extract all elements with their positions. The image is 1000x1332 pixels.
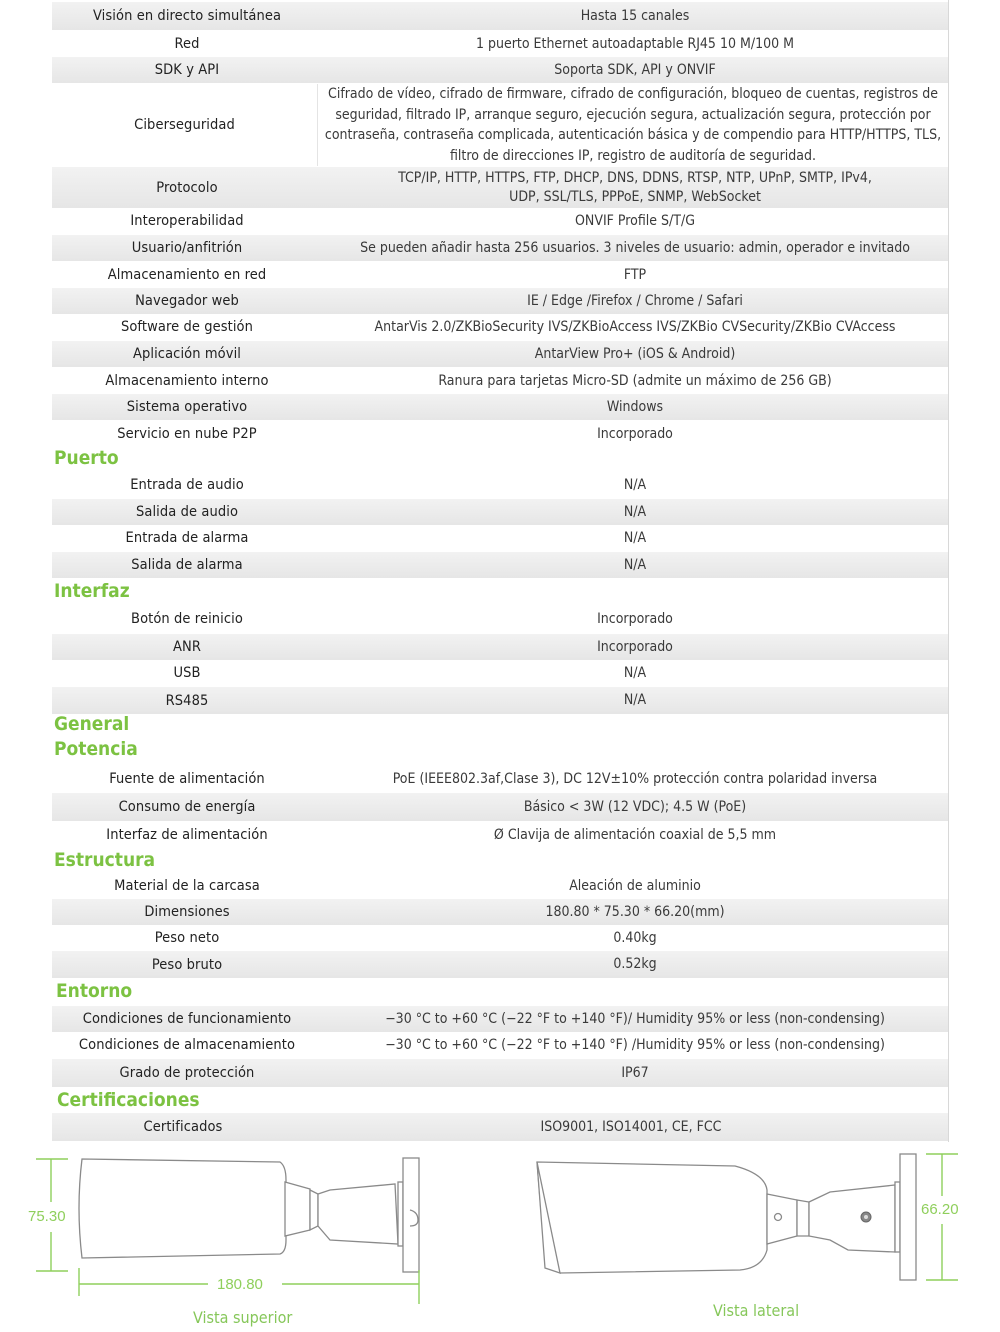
- side-view-camera-drawing: [537, 1154, 916, 1280]
- section-heading-estructura: Estructura: [54, 849, 156, 871]
- row-value: Aleación de aluminio: [569, 877, 701, 894]
- row-value: 0.40kg: [613, 929, 657, 946]
- row-value: Se pueden añadir hasta 256 usuarios. 3 niveles de usuario: admin, operador e invitado: [360, 239, 910, 256]
- row-value: N/A: [623, 529, 647, 546]
- row-value: ISO9001, ISO14001, CE, FCC: [540, 1118, 722, 1135]
- table-row: [52, 1032, 948, 1058]
- row-label: Consumo de energía: [118, 799, 256, 815]
- row-label: RS485: [165, 692, 209, 709]
- table-row: [52, 208, 948, 234]
- table-row: [52, 499, 948, 525]
- row-value: −30 °C to +60 °C (−22 °F to +140 °F) /Humidity 95% or less (non-condensing): [385, 1036, 885, 1053]
- table-row: [52, 873, 948, 899]
- table-row: [52, 167, 948, 208]
- table-row: [52, 84, 948, 166]
- top-view-length-label: 180.80: [217, 1276, 263, 1293]
- section-heading-certificaciones: Certificaciones: [57, 1089, 200, 1111]
- row-label: SDK y API: [154, 62, 220, 78]
- table-border: [948, 0, 949, 1142]
- table-row: [52, 821, 948, 849]
- row-value: Ø Clavija de alimentación coaxial de 5,5 mm: [493, 826, 777, 843]
- top-view-caption: Vista superior: [193, 1308, 293, 1327]
- table-row: [52, 394, 948, 420]
- table-row: [52, 235, 948, 261]
- row-value: Soporta SDK, API y ONVIF: [554, 61, 716, 78]
- table-row: [52, 341, 948, 367]
- table-row: [52, 472, 948, 498]
- row-value: N/A: [623, 476, 647, 493]
- row-label: Botón de reinicio: [131, 611, 243, 627]
- row-label: Entrada de alarma: [125, 530, 249, 546]
- section-heading-entorno: Entorno: [56, 980, 133, 1002]
- row-value: AntarView Pro+ (iOS & Android): [534, 345, 736, 362]
- row-value: Cifrado de vídeo, cifrado de firmware, cifrado de configuración, bloqueo de cuentas, registros de seguridad, filtrado IP, arranque seguro, ejecución segura, actualización segura, protección por contraseña, contraseña complicada, autenticación básica y de compendio para HTTP/HTTPS, TLS, filtro de direcciones IP, registro de auditoría de seguridad.: [317, 84, 948, 166]
- row-value: Ranura para tarjetas Micro-SD (admite un máximo de 256 GB): [438, 372, 832, 389]
- top-view-height-label: 75.30: [28, 1208, 66, 1225]
- table-row: [52, 421, 948, 447]
- row-label: Aplicación móvil: [132, 346, 242, 362]
- table-row: [52, 31, 948, 57]
- table-row: [52, 1113, 948, 1141]
- row-label: Ciberseguridad: [134, 117, 235, 133]
- row-label: Certificados: [143, 1119, 223, 1135]
- row-label: Red: [174, 36, 200, 52]
- row-value: ONVIF Profile S/T/G: [575, 212, 695, 229]
- row-value: IP67: [621, 1064, 649, 1081]
- side-view-height-label: 66.20: [921, 1201, 959, 1218]
- row-value: Hasta 15 canales: [580, 7, 690, 24]
- table-row: [52, 766, 948, 792]
- table-row: [52, 57, 948, 83]
- row-label: Usuario/anfitrión: [131, 240, 243, 256]
- table-row: [52, 262, 948, 288]
- row-label: Dimensiones: [144, 904, 230, 920]
- table-row: [52, 899, 948, 925]
- row-label: Software de gestión: [120, 319, 254, 335]
- table-row: [52, 2, 948, 30]
- row-value: TCP/IP, HTTP, HTTPS, FTP, DHCP, DNS, DDNS, RTSP, NTP, UPnP, SMTP, IPv4, UDP, SSL/TLS, PPPoE, SNMP, WebSocket: [398, 169, 872, 205]
- row-value: Básico < 3W (12 VDC); 4.5 W (PoE): [523, 798, 747, 815]
- row-label: Entrada de audio: [130, 477, 244, 493]
- row-label: Salida de alarma: [131, 557, 243, 573]
- table-row: [52, 525, 948, 551]
- row-label: Fuente de alimentación: [109, 771, 265, 787]
- row-label: Navegador web: [135, 293, 239, 309]
- table-row: [52, 634, 948, 660]
- row-value: AntarVis 2.0/ZKBioSecurity IVS/ZKBioAccess IVS/ZKBio CVSecurity/ZKBio CVAccess: [374, 318, 896, 335]
- section-heading-interfaz: Interfaz: [54, 580, 130, 602]
- row-label: Peso bruto: [151, 956, 223, 973]
- table-row: [52, 951, 948, 978]
- row-label: Material de la carcasa: [114, 878, 260, 894]
- row-value: 180.80 * 75.30 * 66.20(mm): [545, 903, 725, 920]
- row-value: N/A: [623, 503, 647, 520]
- row-value: N/A: [623, 664, 647, 681]
- table-row: [52, 660, 948, 686]
- row-label: Visión en directo simultánea: [92, 8, 282, 24]
- table-row: [52, 793, 948, 821]
- row-label: Interfaz de alimentación: [106, 827, 268, 843]
- row-value: −30 °C to +60 °C (−22 °F to +140 °F)/ Humidity 95% or less (non-condensing): [385, 1010, 885, 1027]
- table-row: [52, 1006, 948, 1032]
- row-label: Servicio en nube P2P: [117, 426, 257, 442]
- row-label: USB: [173, 665, 201, 681]
- table-row: [52, 314, 948, 340]
- row-label: Grado de protección: [119, 1065, 255, 1081]
- row-value: Incorporado: [597, 425, 673, 442]
- table-row: [52, 288, 948, 314]
- row-value: N/A: [623, 556, 647, 573]
- table-row: [52, 368, 948, 394]
- row-value: Windows: [606, 398, 664, 415]
- row-value: FTP: [623, 266, 647, 283]
- dimension-drawings: [0, 1140, 1000, 1332]
- row-label: Salida de audio: [135, 504, 239, 520]
- section-heading-puerto: Puerto: [54, 447, 119, 469]
- row-value: 0.52kg: [613, 956, 657, 973]
- section-heading-general: General: [54, 713, 130, 735]
- row-label: ANR: [172, 639, 202, 655]
- table-row: [52, 925, 948, 951]
- table-row: [52, 605, 948, 633]
- row-label: Sistema operativo: [126, 399, 248, 415]
- row-value: Incorporado: [597, 610, 673, 627]
- row-label: Condiciones de funcionamiento: [82, 1011, 292, 1027]
- row-label: Condiciones de almacenamiento: [78, 1037, 296, 1053]
- row-label: Interoperabilidad: [130, 213, 244, 229]
- row-label: Peso neto: [154, 930, 220, 946]
- top-view-camera-drawing: [79, 1158, 419, 1272]
- row-value: N/A: [623, 692, 647, 709]
- table-row: [52, 687, 948, 714]
- row-value: IE / Edge /Firefox / Chrome / Safari: [527, 292, 743, 309]
- row-label: Almacenamiento en red: [107, 267, 267, 283]
- section-heading-potencia: Potencia: [54, 738, 138, 760]
- row-value: 1 puerto Ethernet autoadaptable RJ45 10 M/100 M: [476, 35, 794, 52]
- row-label: Protocolo: [156, 179, 218, 196]
- table-row: [52, 1059, 948, 1087]
- side-view-caption: Vista lateral: [713, 1301, 800, 1320]
- row-value: PoE (IEEE802.3af,Clase 3), DC 12V±10% protección contra polaridad inversa: [392, 770, 878, 787]
- row-label: Almacenamiento interno: [105, 373, 269, 389]
- table-row: [52, 552, 948, 578]
- row-value: Incorporado: [597, 638, 673, 655]
